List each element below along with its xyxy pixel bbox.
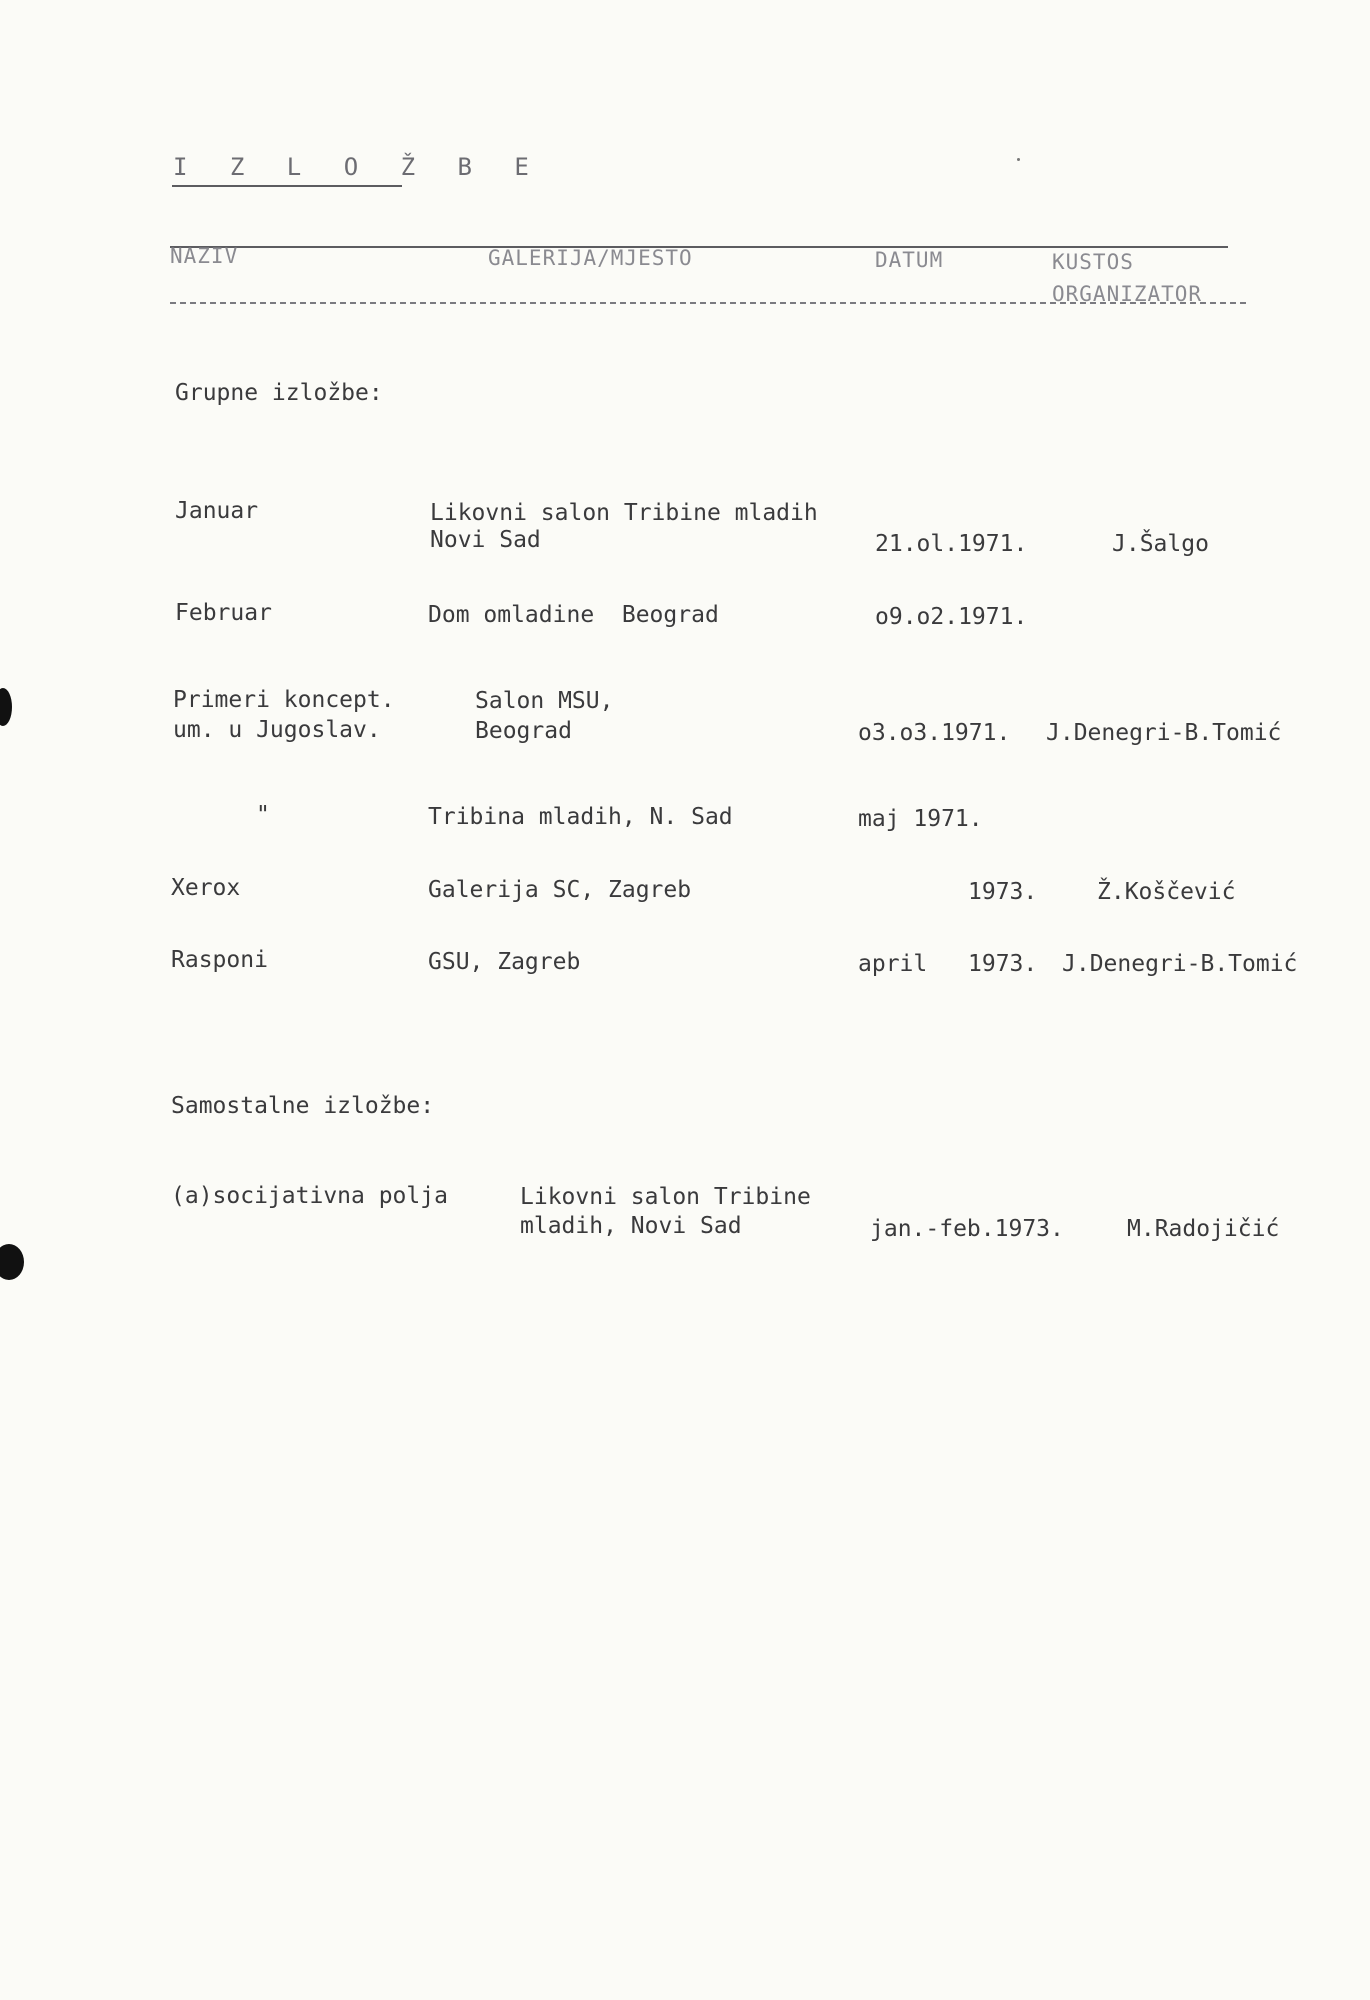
row-galerija-line-1: GSU, Zagreb	[428, 949, 581, 975]
row-galerija-line-2: mladih, Novi Sad	[520, 1213, 742, 1239]
row-kustos: Ž.Koščević	[1097, 879, 1236, 905]
header-bottom-rule	[170, 302, 1246, 304]
row-naziv-line-2: um. u Jugoslav.	[173, 717, 381, 743]
punch-hole-bottom	[0, 1244, 24, 1280]
page-title: I Z L O Ž B E	[173, 153, 543, 181]
row-galerija-line-1: Likovni salon Tribine mladih	[430, 500, 818, 526]
row-naziv-ditto: "	[256, 802, 270, 828]
row-naziv: Januar	[175, 498, 259, 524]
section-samostalne-heading: Samostalne izložbe:	[171, 1093, 435, 1119]
row-kustos: M.Radojičić	[1127, 1216, 1280, 1242]
row-kustos: J.Šalgo	[1112, 531, 1209, 557]
row-datum-year: 1973.	[968, 951, 1038, 977]
row-datum: maj 1971.	[858, 806, 983, 832]
row-kustos: J.Denegri-B.Tomić	[1046, 720, 1282, 746]
row-galerija-line-1: Dom omladine Beograd	[428, 602, 719, 628]
punch-hole-top	[0, 688, 12, 726]
row-naziv: (a)socijativna polja	[171, 1183, 448, 1209]
section-grupne-heading: Grupne izložbe:	[175, 380, 383, 406]
row-galerija-line-1: Tribina mladih, N. Sad	[428, 804, 733, 830]
row-galerija-line-2: Beograd	[475, 718, 572, 744]
column-organizator: ORGANIZATOR	[1052, 282, 1203, 306]
row-datum: o9.o2.1971.	[875, 604, 1028, 630]
row-datum-month: april	[858, 951, 928, 977]
title-underline	[172, 185, 402, 187]
column-datum: DATUM	[875, 248, 944, 272]
row-galerija-line-1: Galerija SC, Zagreb	[428, 877, 692, 903]
row-naziv: Xerox	[171, 875, 241, 901]
row-datum: o3.o3.1971.	[858, 720, 1011, 746]
column-galerija: GALERIJA/MJESTO	[488, 246, 693, 270]
column-kustos: KUSTOS	[1052, 250, 1134, 274]
row-datum: jan.-feb.1973.	[870, 1216, 1064, 1242]
row-naziv: Februar	[175, 600, 272, 626]
row-galerija-line-2: Novi Sad	[430, 527, 541, 553]
row-datum: 21.ol.1971.	[875, 531, 1028, 557]
row-naziv-line-1: Primeri koncept.	[173, 687, 395, 713]
row-galerija-line-1: Likovni salon Tribine	[520, 1184, 811, 1210]
row-datum: 1973.	[968, 879, 1038, 905]
row-kustos: J.Denegri-B.Tomić	[1062, 951, 1298, 977]
row-naziv: Rasponi	[171, 947, 268, 973]
column-naziv: NAZIV	[170, 244, 239, 268]
ink-speck	[1017, 158, 1020, 161]
row-galerija-line-1: Salon MSU,	[475, 688, 614, 714]
